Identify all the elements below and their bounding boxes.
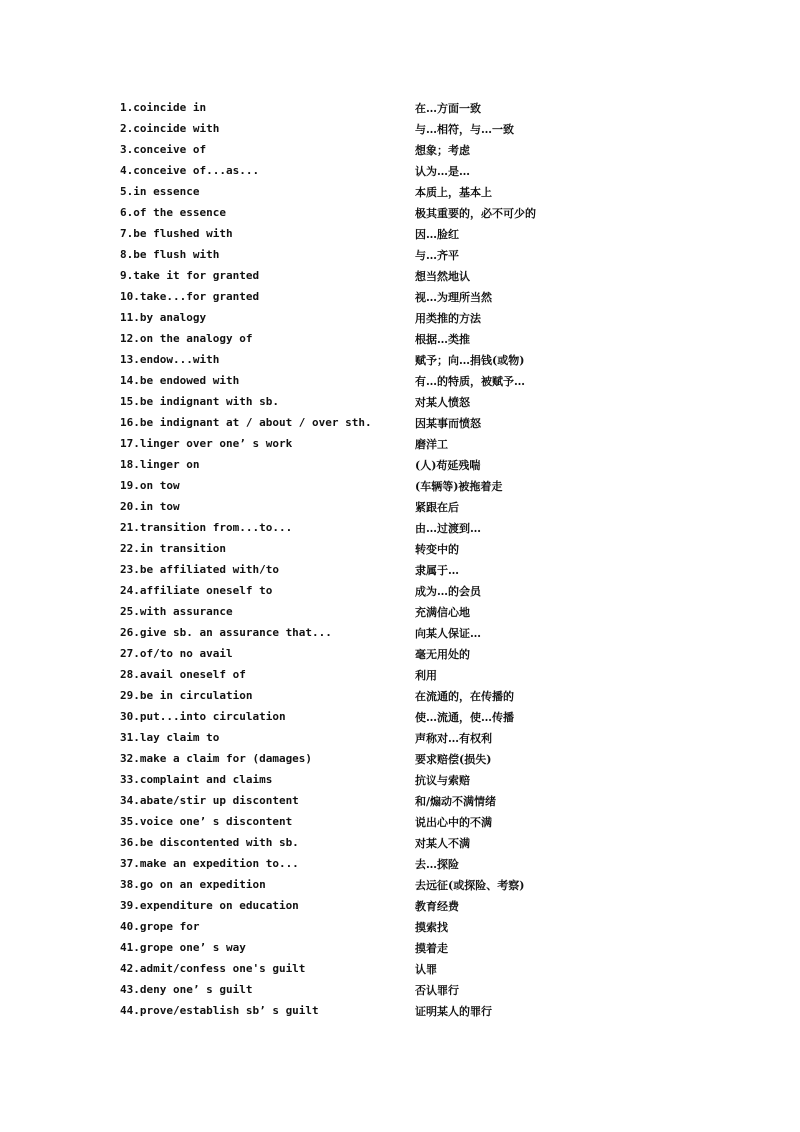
chinese-meaning: 和/煽动不满情绪 bbox=[415, 794, 497, 808]
english-phrase: 14.be endowed with bbox=[120, 374, 240, 387]
phrase-row bbox=[120, 181, 580, 202]
english-phrase: 22.in transition bbox=[120, 542, 226, 555]
english-phrase: 34.abate/stir up discontent bbox=[120, 794, 299, 807]
phrase-row bbox=[120, 202, 580, 223]
phrase-row bbox=[120, 643, 580, 664]
english-phrase: 26.give sb. an assurance that... bbox=[120, 626, 332, 639]
phrase-row bbox=[120, 97, 580, 118]
chinese-meaning: 因…脸红 bbox=[415, 227, 459, 241]
chinese-meaning: 毫无用处的 bbox=[415, 647, 470, 661]
phrase-row bbox=[120, 391, 580, 412]
english-phrase: 29.be in circulation bbox=[120, 689, 253, 702]
phrase-row bbox=[120, 454, 580, 475]
english-phrase: 1.coincide in bbox=[120, 101, 207, 114]
phrase-row bbox=[120, 811, 580, 832]
phrase-row bbox=[120, 139, 580, 160]
english-phrase: 8.be flush with bbox=[120, 248, 220, 261]
phrase-row bbox=[120, 370, 580, 391]
english-phrase: 10.take...for granted bbox=[120, 290, 260, 303]
english-phrase: 11.by analogy bbox=[120, 311, 207, 324]
chinese-meaning: 隶属于… bbox=[415, 563, 459, 577]
chinese-meaning: 充满信心地 bbox=[415, 605, 470, 619]
english-phrase: 15.be indignant with sb. bbox=[120, 395, 279, 408]
chinese-meaning: 视…为理所当然 bbox=[415, 290, 492, 304]
chinese-meaning: 紧跟在后 bbox=[415, 500, 459, 514]
phrase-row bbox=[120, 706, 580, 727]
chinese-meaning: 赋予；向…捐钱(或物) bbox=[415, 353, 525, 367]
english-phrase: 3.conceive of bbox=[120, 143, 207, 156]
chinese-meaning: 与…齐平 bbox=[415, 248, 459, 262]
phrase-row bbox=[120, 286, 580, 307]
english-phrase: 38.go on an expedition bbox=[120, 878, 266, 891]
phrase-row bbox=[120, 580, 580, 601]
phrase-row bbox=[120, 118, 580, 139]
phrase-row bbox=[120, 265, 580, 286]
chinese-meaning: 声称对…有权利 bbox=[415, 731, 492, 745]
chinese-meaning: 抗议与索赔 bbox=[415, 773, 470, 787]
chinese-meaning: 去…探险 bbox=[415, 857, 459, 871]
english-phrase: 36.be discontented with sb. bbox=[120, 836, 299, 849]
chinese-meaning: 要求赔偿(损失) bbox=[415, 752, 492, 766]
english-phrase: 25.with assurance bbox=[120, 605, 233, 618]
phrase-row bbox=[120, 160, 580, 181]
phrase-row bbox=[120, 916, 580, 937]
chinese-meaning: 有…的特质，被赋予… bbox=[415, 374, 525, 388]
phrase-row bbox=[120, 412, 580, 433]
english-phrase: 30.put...into circulation bbox=[120, 710, 286, 723]
english-phrase: 16.be indignant at / about / over sth. bbox=[120, 416, 372, 429]
chinese-meaning: (人)苟延残喘 bbox=[415, 458, 481, 472]
chinese-meaning: 在…方面一致 bbox=[415, 101, 481, 115]
english-phrase: 27.of/to no avail bbox=[120, 647, 233, 660]
phrase-row bbox=[120, 685, 580, 706]
english-phrase: 17.linger over one’ s work bbox=[120, 437, 293, 450]
english-phrase: 20.in tow bbox=[120, 500, 180, 513]
chinese-meaning: 用类推的方法 bbox=[415, 311, 481, 325]
chinese-meaning: 极其重要的，必不可少的 bbox=[415, 206, 536, 220]
phrase-row bbox=[120, 1000, 580, 1021]
phrase-row bbox=[120, 496, 580, 517]
chinese-meaning: 说出心中的不满 bbox=[415, 815, 492, 829]
chinese-meaning: 因某事而愤怒 bbox=[415, 416, 481, 430]
phrase-row bbox=[120, 895, 580, 916]
phrase-row bbox=[120, 538, 580, 559]
chinese-meaning: 教育经费 bbox=[415, 899, 459, 913]
phrase-row bbox=[120, 664, 580, 685]
chinese-meaning: 去远征(或探险、考察) bbox=[415, 878, 525, 892]
phrase-row bbox=[120, 622, 580, 643]
chinese-meaning: 使…流通，使…传播 bbox=[415, 710, 514, 724]
english-phrase: 35.voice one’ s discontent bbox=[120, 815, 293, 828]
phrase-row bbox=[120, 517, 580, 538]
phrase-row bbox=[120, 727, 580, 748]
english-phrase: 39.expenditure on education bbox=[120, 899, 299, 912]
english-phrase: 24.affiliate oneself to bbox=[120, 584, 273, 597]
english-phrase: 18.linger on bbox=[120, 458, 200, 471]
chinese-meaning: 摸着走 bbox=[415, 941, 448, 955]
english-phrase: 33.complaint and claims bbox=[120, 773, 273, 786]
english-phrase: 42.admit/confess one's guilt bbox=[120, 962, 306, 975]
phrase-row bbox=[120, 748, 580, 769]
chinese-meaning: 利用 bbox=[415, 668, 437, 682]
phrase-row bbox=[120, 349, 580, 370]
english-phrase: 5.in essence bbox=[120, 185, 200, 198]
chinese-meaning: 证明某人的罪行 bbox=[415, 1004, 492, 1018]
phrase-row bbox=[120, 937, 580, 958]
phrase-row bbox=[120, 223, 580, 244]
english-phrase: 7.be flushed with bbox=[120, 227, 233, 240]
chinese-meaning: 想象；考虑 bbox=[415, 143, 470, 157]
english-phrase: 32.make a claim for (damages) bbox=[120, 752, 313, 765]
english-phrase: 9.take it for granted bbox=[120, 269, 260, 282]
english-phrase: 41.grope one’ s way bbox=[120, 941, 246, 954]
phrase-list bbox=[120, 97, 580, 1021]
english-phrase: 12.on the analogy of bbox=[120, 332, 253, 345]
english-phrase: 2.coincide with bbox=[120, 122, 220, 135]
phrase-row bbox=[120, 853, 580, 874]
phrase-row bbox=[120, 874, 580, 895]
phrase-row bbox=[120, 328, 580, 349]
chinese-meaning: 否认罪行 bbox=[415, 983, 459, 997]
english-phrase: 40.grope for bbox=[120, 920, 200, 933]
chinese-meaning: 认为…是… bbox=[415, 164, 470, 178]
english-phrase: 4.conceive of...as... bbox=[120, 164, 260, 177]
chinese-meaning: 成为…的会员 bbox=[415, 584, 481, 598]
english-phrase: 44.prove/establish sb’ s guilt bbox=[120, 1004, 319, 1017]
chinese-meaning: 由…过渡到… bbox=[415, 521, 481, 535]
english-phrase: 23.be affiliated with/to bbox=[120, 563, 279, 576]
english-phrase: 28.avail oneself of bbox=[120, 668, 246, 681]
english-phrase: 37.make an expedition to... bbox=[120, 857, 299, 870]
chinese-meaning: 对某人不满 bbox=[415, 836, 470, 850]
phrase-row bbox=[120, 832, 580, 853]
chinese-meaning: 向某人保证… bbox=[415, 626, 481, 640]
chinese-meaning: 转变中的 bbox=[415, 542, 459, 556]
chinese-meaning: 对某人愤怒 bbox=[415, 395, 470, 409]
english-phrase: 21.transition from...to... bbox=[120, 521, 293, 534]
english-phrase: 31.lay claim to bbox=[120, 731, 220, 744]
chinese-meaning: 根据…类推 bbox=[415, 332, 470, 346]
english-phrase: 19.on tow bbox=[120, 479, 180, 492]
phrase-row bbox=[120, 769, 580, 790]
chinese-meaning: 想当然地认 bbox=[415, 269, 470, 283]
chinese-meaning: 认罪 bbox=[415, 962, 437, 976]
phrase-row bbox=[120, 601, 580, 622]
english-phrase: 43.deny one’ s guilt bbox=[120, 983, 253, 996]
chinese-meaning: 摸索找 bbox=[415, 920, 448, 934]
chinese-meaning: 本质上，基本上 bbox=[415, 185, 492, 199]
english-phrase: 6.of the essence bbox=[120, 206, 226, 219]
english-phrase: 13.endow...with bbox=[120, 353, 220, 366]
phrase-row bbox=[120, 979, 580, 1000]
phrase-row bbox=[120, 790, 580, 811]
phrase-row bbox=[120, 244, 580, 265]
chinese-meaning: 在流通的，在传播的 bbox=[415, 689, 514, 703]
phrase-row bbox=[120, 958, 580, 979]
phrase-row bbox=[120, 433, 580, 454]
chinese-meaning: 磨洋工 bbox=[415, 437, 448, 451]
phrase-row bbox=[120, 475, 580, 496]
chinese-meaning: 与…相符，与…一致 bbox=[415, 122, 514, 136]
phrase-row bbox=[120, 559, 580, 580]
phrase-row bbox=[120, 307, 580, 328]
chinese-meaning: (车辆等)被拖着走 bbox=[415, 479, 503, 493]
